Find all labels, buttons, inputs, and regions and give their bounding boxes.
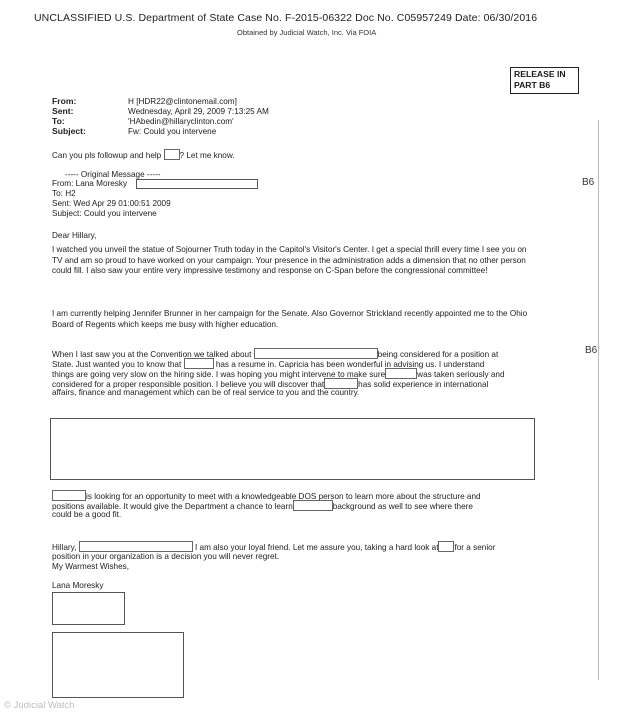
letter-line: could be a good fit. bbox=[52, 510, 122, 519]
redaction-box bbox=[52, 592, 125, 625]
letter-text: Hillary, bbox=[52, 543, 77, 552]
letter-text: for a senior bbox=[454, 543, 496, 552]
letter-signature: Lana Moresky bbox=[52, 581, 104, 590]
letter-text: considered for a proper responsible position. I believe you will discover that bbox=[52, 380, 325, 389]
subject-label: Subject: bbox=[52, 126, 86, 136]
letter-paragraph: I watched you unveil the statue of Sojourner Truth today in the Capitol's Visitor's Center. I get a special thrill every time I see you on TV and am so proud to have worked on your campaign. Your presence in the administration adds a dimension that no other person could fill. I also saw your entire very impressive testimony and response on C-Span before the congressional committee! bbox=[52, 245, 527, 276]
letter-text: has solid experience in international bbox=[358, 380, 489, 389]
sent-value: Wednesday, April 29, 2009 7:13:25 AM bbox=[128, 107, 269, 116]
watermark-credit: © Judicial Watch bbox=[4, 700, 75, 711]
letter-text: was taken seriously and bbox=[417, 370, 505, 379]
redaction-code-b6: B6 bbox=[585, 345, 598, 356]
release-stamp-line1: RELEASE IN bbox=[514, 69, 566, 79]
from-label: From: bbox=[52, 96, 77, 106]
forward-note bbox=[52, 149, 235, 161]
redaction-box bbox=[136, 179, 258, 189]
release-stamp bbox=[510, 67, 579, 94]
letter-salutation: Dear Hillary, bbox=[52, 231, 97, 240]
forward-note-part2: ? Let me know. bbox=[179, 151, 235, 160]
letter-text: I am also your loyal friend. Let me assure you, taking a hard look at bbox=[194, 543, 439, 552]
to-value: 'HAbedin@hillaryclinton.com' bbox=[128, 117, 234, 126]
original-to: To: H2 bbox=[52, 189, 76, 198]
original-message-divider: ----- Original Message ----- bbox=[65, 170, 161, 179]
release-stamp-line2: PART B6 bbox=[514, 80, 551, 90]
letter-text: State. Just wanted you to know that bbox=[52, 360, 182, 369]
letter-text: things are going very slow on the hiring side. I was hoping you might intervene to make sure bbox=[52, 370, 386, 379]
original-from: From: Lana Moresky bbox=[52, 179, 128, 188]
letter-text: When I last saw you at the Convention we talked about bbox=[52, 350, 252, 359]
subject-value: Fw: Could you intervene bbox=[128, 127, 217, 136]
redaction-box bbox=[438, 541, 454, 552]
letter-line: affairs, finance and management which can be of real service to you and the country. bbox=[52, 388, 360, 397]
foia-source-note: Obtained by Judicial Watch, Inc. Via FOIA bbox=[237, 28, 377, 37]
letter-line: position in your organization is a decision you will never regret. bbox=[52, 552, 280, 561]
sent-label: Sent: bbox=[52, 106, 74, 116]
original-sent: Sent: Wed Apr 29 01:00:51 2009 bbox=[52, 199, 171, 208]
letter-text: being considered for a position at bbox=[377, 350, 499, 359]
document-header: UNCLASSIFIED U.S. Department of State Case No. F-2015-06322 Doc No. C05957249 Date: 06/30/2016 bbox=[34, 12, 538, 24]
margin-line bbox=[598, 120, 599, 680]
letter-text: has a resume in. Capricia has been wonderful in advising us. I understand bbox=[215, 360, 485, 369]
letter-text: positions available. It would give the Department a chance to learn bbox=[52, 502, 293, 511]
to-label: To: bbox=[52, 116, 65, 126]
redaction-box bbox=[293, 500, 333, 511]
original-subject: Subject: Could you intervene bbox=[52, 209, 157, 218]
letter-text: is looking for an opportunity to meet with a knowledgeable DOS person to learn more about the structure and bbox=[86, 492, 481, 501]
redaction-box bbox=[52, 632, 184, 698]
from-value: H [HDR22@clintonemail.com] bbox=[128, 97, 237, 106]
forward-note-part1: Can you pls followup and help bbox=[52, 151, 162, 160]
letter-paragraph: I am currently helping Jennifer Brunner in her campaign for the Senate. Also Governor Strickland recently appointed me to the Ohio Board of Regents which keeps me busy with higher education. bbox=[52, 309, 528, 329]
redaction-box-large bbox=[50, 418, 535, 480]
letter-closing: My Warmest Wishes, bbox=[52, 562, 130, 571]
redaction-box bbox=[164, 149, 180, 160]
letter-text: background as well to see where there bbox=[332, 502, 473, 511]
redaction-box bbox=[79, 541, 193, 552]
redaction-code-b6: B6 bbox=[582, 177, 595, 188]
